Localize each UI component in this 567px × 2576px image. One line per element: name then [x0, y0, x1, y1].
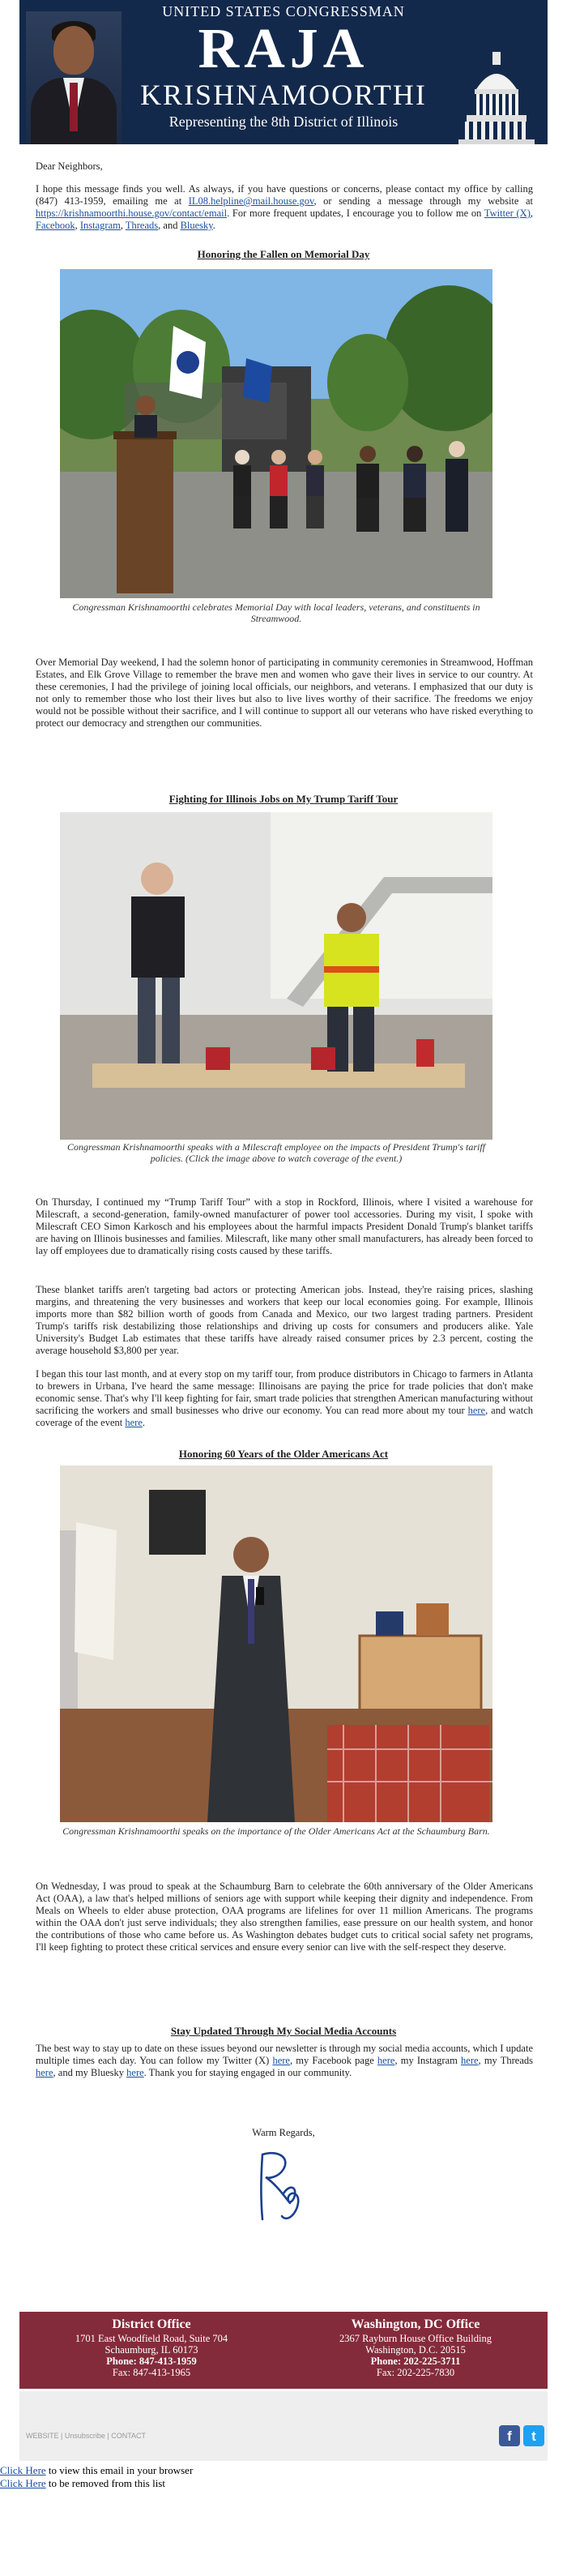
older-americans-act-caption: Congressman Krishnamoorthi speaks on the importance of the Older Americans Act at the Schaumburg Barn. [62, 1825, 490, 1837]
twitter-icon[interactable]: t [523, 2425, 544, 2446]
event-coverage-link[interactable]: here [125, 1417, 143, 1428]
section-heading-older-americans-act: Honoring 60 Years of the Older Americans Act [178, 1448, 389, 1460]
banner-first-name: RAJA [198, 18, 369, 80]
intro-paragraph: I hope this message finds you well. As always, if you have questions or concerns, please contact my office by calling (847) 413-1959, emailing me at IL08.helpline@mail.house.gov, or sending a message through my website at https://krishnamoorthi.house.gov/contact/email. For more frequent updates, I encourage you to follow me on Twitter (X), Facebook, Instagram, Threads, and Bluesky. [36, 183, 533, 231]
threads-here-link[interactable]: here [36, 2067, 53, 2078]
capitol-dome-icon [452, 52, 541, 144]
tariff-paragraph-3: I began this tour last month, and at every stop on my tariff tour, from produce distributors in Chicago to farmers in Atlanta to brewers in Urbana, I've heard the same message: Illinoisans are paying the price for trade policies that don't make economic sense. That's why I'll keep fighting for fair, smart trade policies that strengthen American manufacturing without sacrificing the workers and small businesses who drive our economy. You can read more about my tour here, and watch coverage of the event here. [36, 1368, 533, 1428]
signature-icon [248, 2145, 313, 2226]
twitter-link[interactable]: Twitter (X) [484, 208, 531, 219]
district-office-title: District Office [112, 2317, 191, 2331]
memorial-day-photo [60, 269, 492, 598]
twitter-here-link[interactable]: here [272, 2055, 290, 2066]
banner-last-name: KRISHNAMOORTHI [140, 79, 427, 111]
older-americans-act-photo [60, 1466, 492, 1822]
tariff-tour-caption: Congressman Krishnamoorthi speaks with a Milescraft employee on the impacts of President Trump's tariff policies. (Click the image above to watch coverage of the event.) [67, 1141, 485, 1164]
closing-salutation: Warm Regards, [252, 2127, 315, 2138]
footer-nav-links[interactable]: WEBSITE | Unsubscribe | CONTACT [26, 2432, 147, 2440]
unsubscribe-line: Click Here to be removed from this list [0, 2477, 165, 2489]
threads-link[interactable]: Threads [125, 220, 159, 231]
district-office-address-2: Schaumburg, IL 60173 [104, 2344, 198, 2356]
district-office-address-1: 1701 East Woodfield Road, Suite 704 [75, 2333, 228, 2344]
older-americans-act-paragraph: On Wednesday, I was proud to speak at the Schaumburg Barn to celebrate the 60th anniversary of the Older Americans Act (OAA), a law that's helped millions of seniors age with support while keeping their dignity and independence. From Meals on Wheels to elder abuse protection, OAA programs are lifelines for over 11 million Americans. The programs within the OAA don't just serve individuals; they also strengthen families, ease pressure on our health system, and honor the contributions of those who came before us. As Washington debates budget cuts to critical social safety net programs, I'll keep fighting to protect these critical services and ensure every senior can live with the self-respect they deserve. [36, 1881, 533, 1953]
bluesky-link[interactable]: Bluesky [180, 220, 213, 231]
view-in-browser-line: Click Here to view this email in your browser [0, 2464, 194, 2476]
greeting: Dear Neighbors, [36, 160, 103, 172]
section-heading-memorial-day: Honoring the Fallen on Memorial Day [197, 248, 370, 260]
footer-offices [19, 2312, 548, 2389]
dc-office-fax: Fax: 202-225-7830 [376, 2367, 455, 2378]
contact-website-link[interactable]: https://krishnamoorthi.house.gov/contact/email [36, 208, 228, 219]
section-heading-social-media: Stay Updated Through My Social Media Accounts [170, 2025, 397, 2037]
district-office-phone: Phone: 847-413-1959 [106, 2356, 197, 2367]
memorial-day-paragraph: Over Memorial Day weekend, I had the solemn honor of participating in community ceremonies in Streamwood, Hoffman Estates, and Elk Grove Village to remember the brave men and women who gave their lives in service to our country. At these ceremonies, I had the privilege of joining local officials, our neighbors, and veterans. I emphasized that our duty is not only to remember those who lost their lives but also to live lives worthy of their sacrifice. The freedoms we enjoy would not be possible without their sacrifice, and I will continue to support all our veterans who have risked everything to protect our democracy and strengthen our communities. [36, 657, 533, 729]
view-in-browser-link[interactable]: Click Here [0, 2464, 46, 2476]
social-footer-bar [19, 2391, 548, 2461]
dc-office-title: Washington, DC Office [351, 2317, 480, 2331]
memorial-day-caption: Congressman Krishnamoorthi celebrates Memorial Day with local leaders, veterans, and constituents in Streamwood. [72, 601, 480, 624]
section-heading-tariff-tour: Fighting for Illinois Jobs on My Trump Tariff Tour [168, 793, 399, 805]
facebook-here-link[interactable]: here [377, 2055, 395, 2066]
social-media-paragraph: The best way to stay up to date on these issues beyond our newsletter is through my social media accounts, which I update multiple times each day. You can follow my Twitter (X) here, my Facebook page here, my Instagram here, my Threads here, and my Bluesky here. Thank you for staying engaged in our community. [36, 2043, 533, 2078]
district-office [19, 2317, 284, 2378]
remove-from-list-link[interactable]: Click Here [0, 2477, 46, 2489]
tariff-paragraph-1: On Thursday, I continued my “Trump Tariff Tour” with a stop in Rockford, Illinois, where I visited a warehouse for Milescraft, a second-generation, family-owned manufacturer of power tool accessories. During my visit, I spoke with Milescraft CEO Simon Karkosch and his employees about the harmful impacts President Donald Trump's blanket tariffs are having on Illinois businesses and families. Milescraft, like many other small manufacturers, has already been forced to lay off employees due to dramatically rising costs caused by these tariffs. [36, 1196, 533, 1256]
district-office-fax: Fax: 847-413-1965 [112, 2367, 191, 2378]
tour-read-more-link[interactable]: here [467, 1405, 486, 1416]
banner-subtitle: UNITED STATES CONGRESSMAN [162, 3, 405, 19]
dc-office-address-2: Washington, D.C. 20515 [365, 2344, 466, 2356]
instagram-link[interactable]: Instagram [79, 220, 121, 231]
dc-office-address-1: 2367 Rayburn House Office Building [339, 2333, 492, 2344]
banner-district: Representing the 8th District of Illinois [168, 113, 399, 130]
facebook-link[interactable]: Facebook [36, 220, 75, 231]
instagram-here-link[interactable]: here [461, 2055, 479, 2066]
tariff-tour-photo[interactable] [60, 812, 492, 1140]
facebook-icon[interactable]: f [499, 2425, 520, 2446]
header-banner [19, 0, 548, 144]
dc-office [284, 2317, 548, 2378]
email-link[interactable]: IL08.helpline@mail.house.gov [188, 195, 314, 207]
tariff-paragraph-2: These blanket tariffs aren't targeting bad actors or protecting American jobs. Instead, they're raising prices, slashing margins, and threatening the very businesses and workers that keep our local economies going. For example, Illinois imports more than $82 billion worth of goods from Canada and Mexico, our two largest trading partners. President Trump's tariffs risk destabilizing those relationships and driving up costs for consumers and producers alike. Yale University's Budget Lab estimates that these tariffs have already raised consumer prices by 2.3 percent, costing the average household $3,800 per year. [36, 1284, 533, 1356]
dc-office-phone: Phone: 202-225-3711 [370, 2356, 461, 2367]
bluesky-here-link[interactable]: here [126, 2067, 144, 2078]
